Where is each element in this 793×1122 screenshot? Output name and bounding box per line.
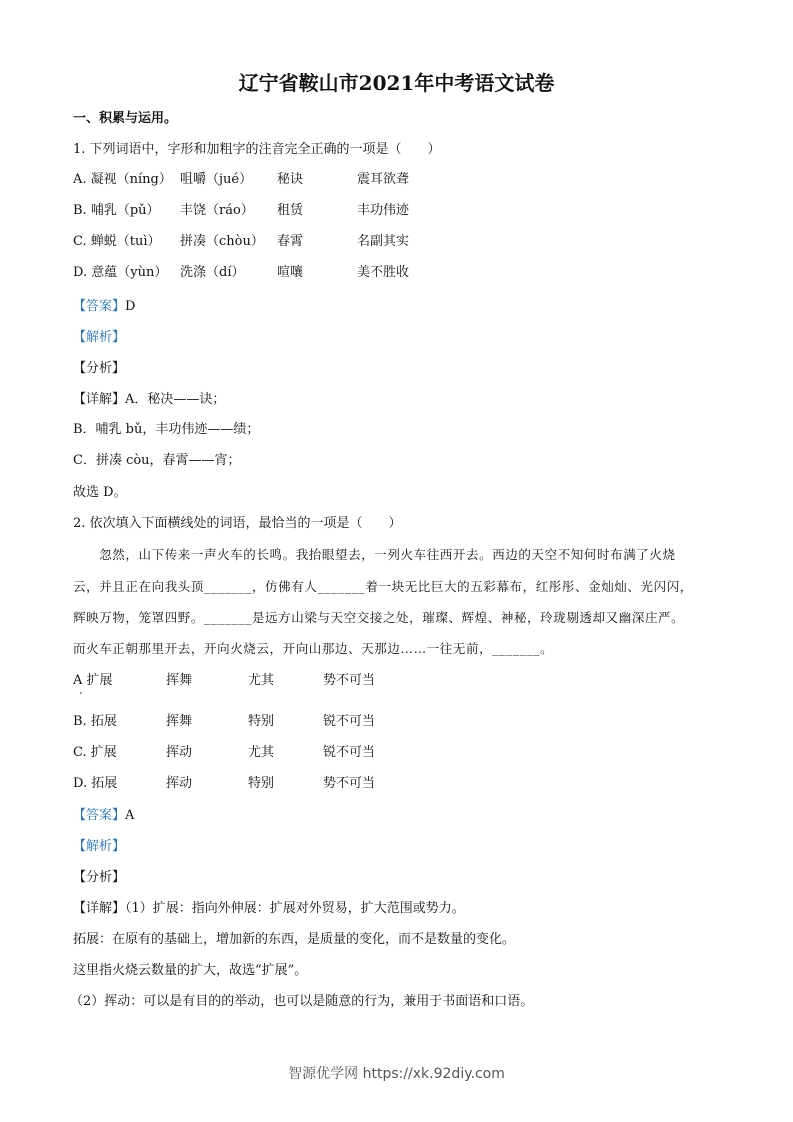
option-cell: A 扩展 xyxy=(73,673,113,688)
option-cell: 秘诀 xyxy=(277,172,304,187)
q2-passage-line: 云，并且正在向我头顶_______，仿佛有人_______着一块无比巨大的五彩幕布，红彤彤、金灿灿、光闪闪， xyxy=(73,579,693,594)
q2-passage-line: 而火车正朝那里开去，开向火烧云，开向山那边、天那边……一往无前，_______。 xyxy=(73,641,554,656)
q2-stem: 2. 依次填入下面横线处的词语，最恰当的一项是（ ） xyxy=(73,516,402,531)
option-cell: 丰功伟迹 xyxy=(357,203,410,218)
q2-detail-line: 【详解】（1）扩展：指向外伸展：扩展对外贸易，扩大范围或势力。 xyxy=(73,901,465,916)
q2-passage-line: 辉映万物，笼罩四野。_______是远方山梁与天空交接之处，璀璨、辉煌、神秘，玲珑剔透却又幽深庄严。 xyxy=(73,610,685,625)
q2-option-a xyxy=(73,672,375,690)
option-cell: 喧嚷 xyxy=(277,265,304,280)
answer-label: 【答案】 xyxy=(73,808,126,823)
option-cell: 特别 xyxy=(248,776,275,791)
answer-value: A xyxy=(125,808,135,823)
option-cell: 拼凑（chòu） xyxy=(180,234,264,249)
q1-fenxi-label: 【分析】 xyxy=(73,361,126,376)
option-cell: B. 哺乳（pǔ） xyxy=(73,203,160,218)
option-cell: 春霄 xyxy=(277,234,304,249)
answer-label: 【答案】 xyxy=(73,299,126,314)
q2-jiexi-label: 【解析】 xyxy=(73,839,126,854)
option-cell: 咀嚼（jué） xyxy=(180,172,253,187)
option-cell: B. 拓展 xyxy=(73,714,117,729)
q1-detail-line: 故选 D。 xyxy=(73,485,127,500)
option-cell: 挥动 xyxy=(166,776,193,791)
option-cell: 洗涤（dí） xyxy=(180,265,245,280)
option-cell: 丰饶（ráo） xyxy=(180,203,254,218)
option-cell: 租赁 xyxy=(277,203,304,218)
option-cell: 挥舞 xyxy=(166,673,193,688)
option-cell: D. 拓展 xyxy=(73,776,118,791)
stray-dot xyxy=(80,692,82,694)
q1-answer xyxy=(73,298,135,316)
q1-jiexi-label: 【解析】 xyxy=(73,330,126,345)
option-cell: 势不可当 xyxy=(323,776,376,791)
q2-detail-line: 这里指火烧云数量的扩大，故选“扩展”。 xyxy=(73,963,308,978)
q2-answer xyxy=(73,807,134,825)
q2-passage-line: 忽然，山下传来一声火车的长鸣。我抬眼望去，一列火车往西开去。西边的天空不知何时布满了火烧 xyxy=(73,547,676,562)
option-cell: D. 意蕴（yùn） xyxy=(73,265,168,280)
option-cell: 势不可当 xyxy=(323,673,376,688)
option-cell: 特别 xyxy=(248,714,275,729)
q1-stem: 1. 下列词语中，字形和加粗字的注音完全正确的一项是（ ） xyxy=(73,142,441,157)
q2-option-d xyxy=(73,775,375,793)
q2-detail-line: （2）挥动：可以是有目的的举动，也可以是随意的行为，兼用于书面语和口语。 xyxy=(70,994,534,1009)
q1-option-a xyxy=(73,171,409,189)
q1-option-d xyxy=(73,264,409,282)
q1-option-c xyxy=(73,233,409,251)
option-cell: A. 凝视（níng） xyxy=(73,172,172,187)
q1-option-b xyxy=(73,202,409,220)
q2-option-c xyxy=(73,744,375,762)
q1-detail-line: C．拼凑 còu，春霄——宵； xyxy=(73,453,241,468)
footer-watermark: 智源优学网 https://xk.92diy.com xyxy=(288,1066,505,1082)
q2-detail-line: 拓展：在原有的基础上，增加新的东西，是质量的变化，而不是数量的变化。 xyxy=(73,932,516,947)
section-heading: 一、积累与运用。 xyxy=(73,111,178,126)
q2-option-b xyxy=(73,713,375,731)
option-cell: 震耳欲聋 xyxy=(357,172,410,187)
option-cell: 尤其 xyxy=(248,745,275,760)
option-cell: 锐不可当 xyxy=(323,714,376,729)
q2-fenxi-label: 【分析】 xyxy=(73,870,126,885)
option-cell: 挥舞 xyxy=(166,714,193,729)
option-cell: C. 蝉蜕（tuì） xyxy=(73,234,161,249)
option-cell: 美不胜收 xyxy=(357,265,410,280)
page-title: 辽宁省鞍山市2021年中考语文试卷 xyxy=(238,71,555,95)
answer-value: D xyxy=(125,299,136,314)
option-cell: 名副其实 xyxy=(357,234,410,249)
q1-detail-line: 【详解】A．秘决——诀； xyxy=(73,392,226,407)
option-cell: 锐不可当 xyxy=(323,745,376,760)
option-cell: 挥动 xyxy=(166,745,193,760)
option-cell: C. 扩展 xyxy=(73,745,117,760)
q1-detail-line: B．哺乳 bǔ，丰功伟迹——绩； xyxy=(73,422,260,437)
option-cell: 尤其 xyxy=(248,673,275,688)
